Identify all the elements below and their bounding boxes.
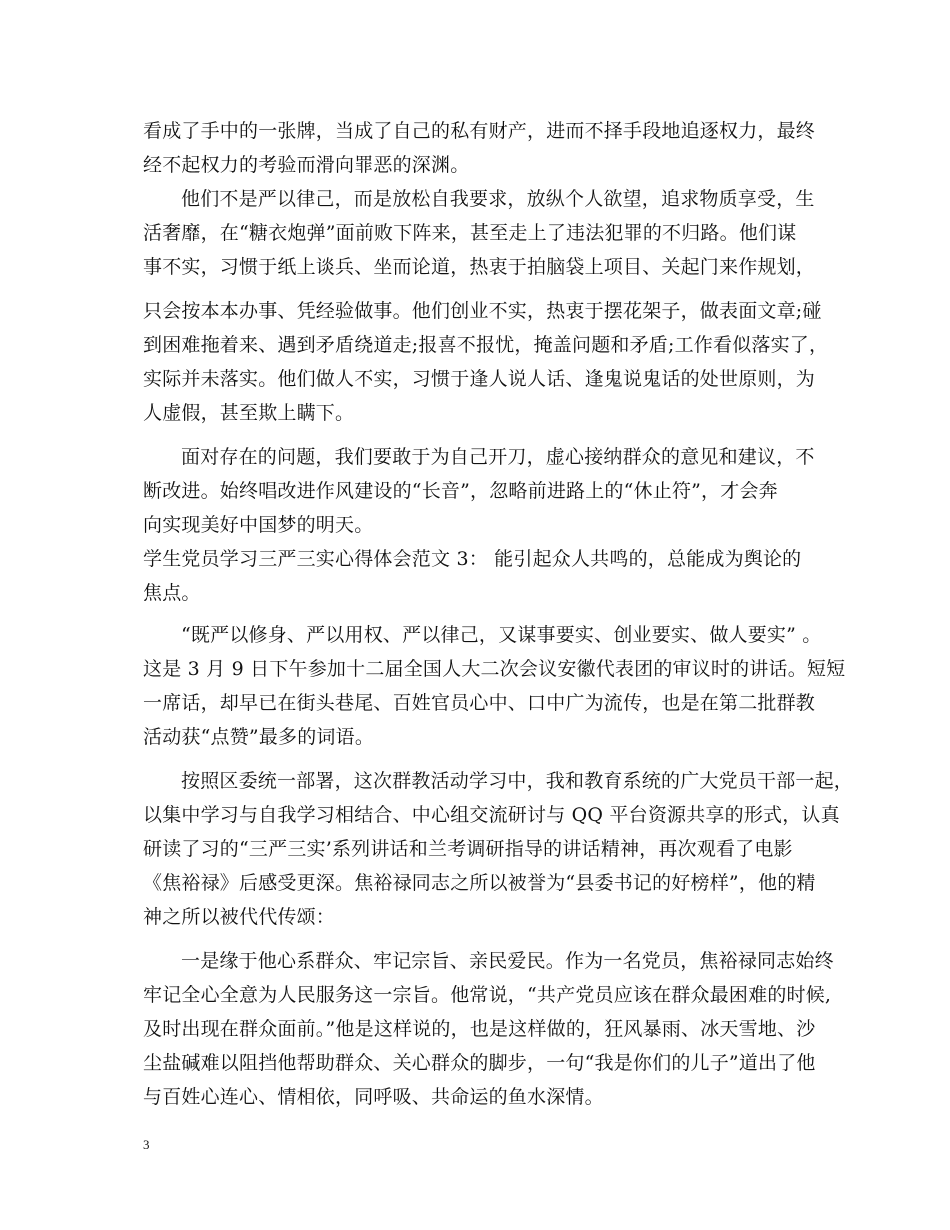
text-line: 只会按本本办事、凭经验做事。他们创业不实，热衷于摆花架子，做表面文章;碰 bbox=[143, 300, 822, 322]
text-line: 向实现美好中国梦的明天。 bbox=[143, 514, 374, 536]
text-line: 断改进。始终唱改进作风建设的“长音”，忽略前进路上的“休止符”，才会奔 bbox=[143, 480, 778, 502]
text-line: 实际并未落实。他们做人不实，习惯于逢人说人话、逢鬼说鬼话的处世原则，为 bbox=[143, 368, 816, 390]
paragraph-start: 面对存在的问题，我们要敢于为自己开刀，虚心接纳群众的意见和建议，不 bbox=[181, 446, 815, 468]
text-line: 焦点。 bbox=[143, 582, 201, 604]
text-line: 研读了习的“三严三实’系列讲话和兰考调研指导的讲话精神，再次观看了电影 bbox=[143, 838, 793, 860]
text-line: 以集中学习与自我学习相结合、中心组交流研讨与 QQ 平台资源共享的形式，认真 bbox=[143, 804, 840, 826]
text-line: 活奢靡，在“糖衣炮弹”面前败下阵来，甚至走上了违法犯罪的不归路。他们谋 bbox=[143, 222, 797, 244]
text-line: 事不实，习惯于纸上谈兵、坐而论道，热衷于拍脑袋上项目、关起门来作规划， bbox=[143, 256, 816, 278]
text-line: 一席话，却早已在街头巷尾、百姓官员心中、口中广为流传，也是在第二批群教 bbox=[143, 692, 816, 714]
text-line: 这是 3 月 9 日下午参加十二届全国人大二次会议安徽代表团的审议时的讲话。短短 bbox=[143, 658, 846, 680]
page-number: 3 bbox=[143, 1137, 150, 1152]
text-line: 活动获“点赞”最多的词语。 bbox=[143, 726, 375, 748]
text-line: 人虚假，甚至欺上瞒下。 bbox=[143, 402, 355, 424]
text-line: 《焦裕禄》后感受更深。焦裕禄同志之所以被誉为“县委书记的好榜样”，他的精 bbox=[143, 872, 816, 894]
paragraph-start: 他们不是严以律己，而是放松自我要求，放纵个人欲望，追求物质享受，生 bbox=[181, 188, 815, 210]
text-line: 看成了手中的一张牌，当成了自己的私有财产，进而不择手段地追逐权力，最终 bbox=[143, 120, 816, 142]
text-line: 及时出现在群众面前。”他是这样说的，也是这样做的，狂风暴雨、冰天雪地、沙 bbox=[143, 1018, 816, 1040]
text-line: 尘盐碱难以阻挡他帮助群众、关心群众的脚步，一句“我是你们的儿子”道出了他 bbox=[143, 1052, 816, 1074]
text-line: 与百姓心连心、情相依，同呼吸、共命运的鱼水深情。 bbox=[143, 1086, 604, 1108]
text-line: 神之所以被代代传颂： bbox=[143, 906, 336, 928]
text-line: 经不起权力的考验而滑向罪恶的深渊。 bbox=[143, 154, 470, 176]
section-heading: 学生党员学习三严三实心得体会范文 3： 能引起众人共鸣的，总能成为舆论的 bbox=[143, 548, 802, 570]
quote-line: “既严以修身、严以用权、严以律己，又谋事要实、创业要实、做人要实” 。 bbox=[181, 624, 822, 646]
text-line: 到困难拖着来、遇到矛盾绕道走;报喜不报忧，掩盖问题和矛盾;工作看似落实了， bbox=[143, 334, 829, 356]
paragraph-start: 按照区委统一部署，这次群教活动学习中，我和教育系统的广大党员干部一起， bbox=[181, 770, 854, 792]
text-line: 牢记全心全意为人民服务这一宗旨。他常说，“共产党员应该在群众最困难的时候, bbox=[143, 984, 832, 1006]
paragraph-start: 一是缘于他心系群众、牢记宗旨、亲民爱民。作为一名党员，焦裕禄同志始终 bbox=[181, 950, 834, 972]
